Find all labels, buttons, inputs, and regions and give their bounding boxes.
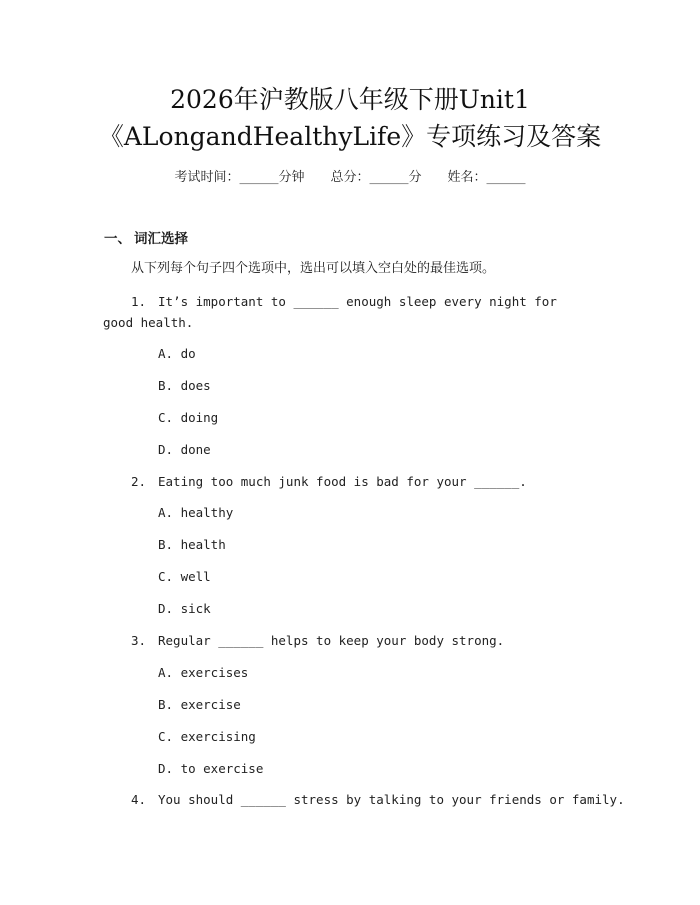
question-1-option-b: B. does — [158, 378, 211, 393]
question-3-option-c: C. exercising — [158, 729, 256, 744]
question-2-option-c: C. well — [158, 569, 211, 584]
question-text: It’s important to ______ enough sleep every night for good health. — [103, 294, 557, 330]
student-name: 姓名：______ — [447, 170, 526, 185]
exam-time: 考试时间：______分钟 — [174, 170, 305, 185]
question-4 — [131, 790, 625, 810]
document-title-line-1: 2026年沪教版八年级下册Unit1 — [170, 85, 530, 114]
question-1-option-d: D. done — [158, 442, 211, 457]
section-instruction: 从下列每个句子四个选项中，选出可以填入空白处的最佳选项。 — [131, 261, 496, 276]
question-1 — [103, 291, 583, 333]
question-text: Regular ______ helps to keep your body strong. — [158, 633, 505, 648]
question-3-option-b: B. exercise — [158, 697, 241, 712]
question-3-option-a: A. exercises — [158, 665, 249, 680]
question-2-option-d: D. sick — [158, 601, 211, 616]
section-number: 一、 — [104, 231, 131, 247]
question-2-option-a: A. healthy — [158, 505, 234, 520]
question-number: 3. — [131, 633, 147, 648]
section-heading — [104, 229, 188, 249]
question-2-option-b: B. health — [158, 537, 226, 552]
question-number: 2. — [131, 474, 147, 489]
question-3 — [131, 631, 504, 651]
question-number: 4. — [131, 792, 147, 807]
document-title-line-2: 《ALongandHealthyLife》专项练习及答案 — [98, 122, 602, 151]
question-1-option-a: A. do — [158, 346, 196, 361]
section-title: 词汇选择 — [134, 231, 188, 247]
question-3-option-d: D. to exercise — [158, 761, 264, 776]
question-1-option-c: C. doing — [158, 410, 219, 425]
exam-info — [0, 168, 700, 188]
question-text: You should ______ stress by talking to your friends or family. — [158, 792, 625, 807]
question-number: 1. — [131, 294, 147, 309]
question-text: Eating too much junk food is bad for your ______. — [158, 474, 527, 489]
question-2 — [131, 472, 527, 492]
total-score: 总分：______分 — [330, 170, 422, 185]
